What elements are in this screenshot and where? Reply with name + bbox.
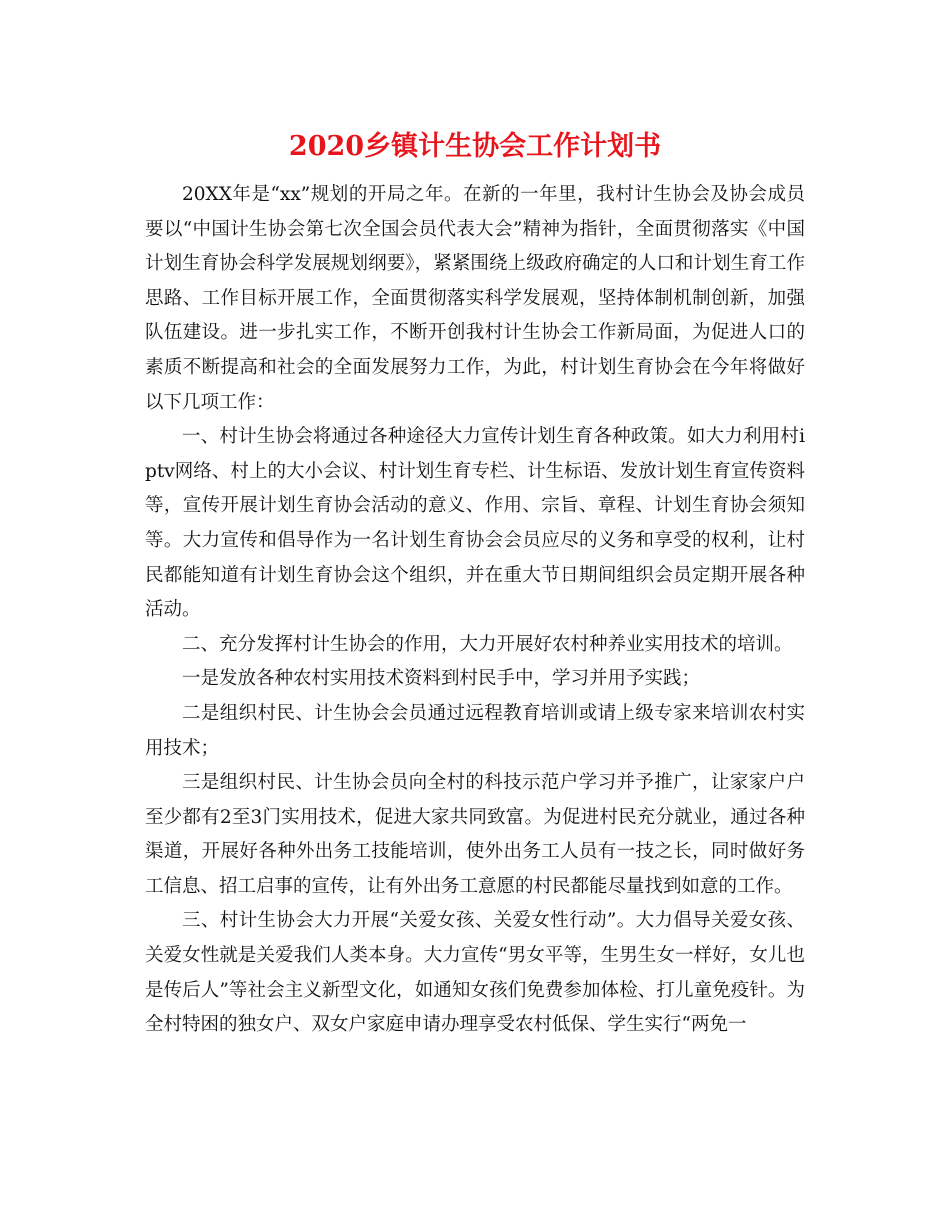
paragraph-section-1: 一、村计生协会将通过各种途径大力宣传计划生育各种政策。如大力利用村iptv网络、村上的大小会议、村计划生育专栏、计生标语、发放计划生育宣传资料等，宣传开展计划生育协会活动的意义、作用、宗旨、章程、计划生育协会须知等。大力宣传和倡导作为一名计划生育协会会员应尽的义务和享受的权利，让村民都能知道有计划生育协会这个组织，并在重大节日期间组织会员定期开展各种活动。 [145,426,805,621]
paragraph-item-2: 二是组织村民、计生协会会员通过远程教育培训或请上级专家来培训农村实用技术； [145,702,805,759]
paragraph-item-1: 一是发放各种农村实用技术资料到村民手中，学习并用予实践； [182,668,701,690]
paragraph-intro: 20XX年是“xx”规划的开局之年。在新的一年里，我村计生协会及协会成员要以“中国计生协会第七次全国会员代表大会”精神为指针，全面贯彻落实《中国计划生育协会科学发展规划纲要》，紧紧围绕上级政府确定的人口和计划生育工作思路、工作目标开展工作，全面贯彻落实科学发展观，坚持体制机制创新，加强队伍建设。进一步扎实工作，不断开创我村计生协会工作新局面，为促进人口的素质不断提高和社会的全面发展努力工作，为此，村计划生育协会在今年将做好以下几项工作： [145,184,805,413]
document-title: 2020乡镇计生协会工作计划书 [288,131,662,162]
paragraph-section-3: 三、村计生协会大力开展“关爱女孩、关爱女性行动”。大力倡导关爱女孩、关爱女性就是关爱我们人类本身。大力宣传“男女平等，生男生女一样好，女儿也是传后人”等社会主义新型文化，如通知女孩们免费参加体检、打儿童免疫针。为全村特困的独女户、双女户家庭申请办理享受农村低保、学生实行“两免一 [145,910,805,1036]
paragraph-item-3: 三是组织村民、计生协会员向全村的科技示范户学习并予推广，让家家户户至少都有2至3门实用技术，促进大家共同致富。为促进村民充分就业，通过各种渠道，开展好各种外出务工技能培训，使外出务工人员有一技之长，同时做好务工信息、招工启事的宣传，让有外出务工意愿的村民都能尽量找到如意的工作。 [145,772,805,897]
paragraph-section-2: 二、充分发挥村计生协会的作用，大力开展好农村种养业实用技术的培训。 [182,633,793,655]
document-body [145,178,805,1043]
